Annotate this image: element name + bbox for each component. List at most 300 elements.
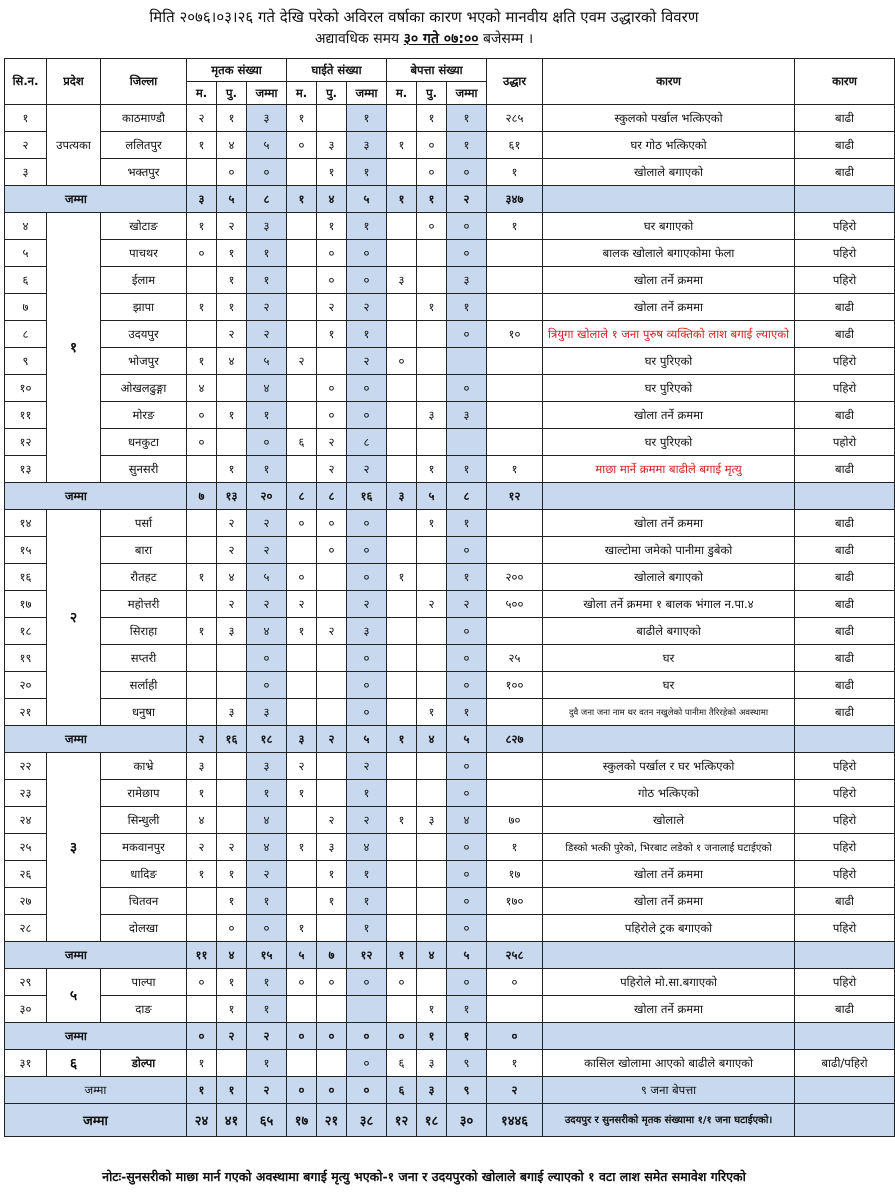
injured-m: १ xyxy=(317,213,347,240)
missing-m xyxy=(417,753,447,780)
disaster-type: बाढी xyxy=(795,699,895,726)
cause-text: खोला तर्ने क्रममा xyxy=(543,996,795,1023)
dead-m xyxy=(217,672,247,699)
dead-f: १ xyxy=(187,861,217,888)
district-name: सर्लाही xyxy=(101,672,187,699)
dead-m xyxy=(217,807,247,834)
injured-t: ० xyxy=(347,537,387,564)
disaster-type: बाढी xyxy=(795,672,895,699)
injured-t: १ xyxy=(347,159,387,186)
row-sn: २१ xyxy=(5,699,47,726)
cause-text: खोलाले xyxy=(543,807,795,834)
table-row xyxy=(5,267,895,294)
disaster-type: पहिरो xyxy=(795,348,895,375)
dead-t: १ xyxy=(247,1050,287,1077)
injured-f xyxy=(287,861,317,888)
total-dead-m: ४१ xyxy=(217,1104,247,1137)
missing-t: १ xyxy=(447,294,487,321)
dead-f: १ xyxy=(187,348,217,375)
subtotal-label: जम्मा xyxy=(5,186,187,213)
disaster-type: बाढी xyxy=(795,618,895,645)
header-missing-f: म. xyxy=(387,82,417,105)
header-missing-m: पु. xyxy=(417,82,447,105)
dead-f: २ xyxy=(187,105,217,132)
injured-f xyxy=(287,240,317,267)
missing-m: १ xyxy=(417,510,447,537)
injured-t: १ xyxy=(347,861,387,888)
dead-t: २ xyxy=(247,861,287,888)
district-name: खोटाङ xyxy=(101,213,187,240)
disaster-type: बाढी xyxy=(795,564,895,591)
sum-missing-m: ५ xyxy=(417,483,447,510)
injured-t: ० xyxy=(347,564,387,591)
cause-text: घर पुरिएको xyxy=(543,429,795,456)
subtotal-label: जम्मा xyxy=(5,942,187,969)
dead-t: २ xyxy=(247,321,287,348)
sum-dead-m: १६ xyxy=(217,726,247,753)
dead-m xyxy=(217,753,247,780)
update-time: ३० गते ०७:०० xyxy=(403,31,479,47)
sum-missing-t: ८ xyxy=(447,483,487,510)
injured-t: २ xyxy=(347,807,387,834)
sum-injured-m: ७ xyxy=(317,942,347,969)
dead-t: ४ xyxy=(247,375,287,402)
table-row xyxy=(5,645,895,672)
subtotal-label: जम्मा xyxy=(5,1023,187,1050)
grand-total-label: जम्मा xyxy=(5,1104,187,1137)
injured-t: ३ xyxy=(347,132,387,159)
dead-t: ३ xyxy=(247,213,287,240)
dead-m: २ xyxy=(217,834,247,861)
header-injured-f: म. xyxy=(287,82,317,105)
missing-t: १ xyxy=(447,699,487,726)
total-injured-t: ३८ xyxy=(347,1104,387,1137)
injured-t: ० xyxy=(347,645,387,672)
sum-dead-m: ४ xyxy=(217,942,247,969)
injured-t: १ xyxy=(347,213,387,240)
injured-m xyxy=(317,915,347,942)
table-row xyxy=(5,429,895,456)
missing-t: ० xyxy=(447,159,487,186)
missing-f xyxy=(387,861,417,888)
disaster-type: बाढी xyxy=(795,888,895,915)
injured-m: ३ xyxy=(317,132,347,159)
cause-text: खोला तर्ने क्रममा xyxy=(543,888,795,915)
injured-t: १ xyxy=(347,915,387,942)
injured-m: ० xyxy=(317,969,347,996)
disaster-type: पहिरो xyxy=(795,267,895,294)
missing-f xyxy=(387,834,417,861)
cause-text: माछा मार्ने क्रममा बाढीले बगाई मृत्यु xyxy=(543,456,795,483)
cause-text: कासिल खोलामा आएको बाढीले बगाएको xyxy=(543,1050,795,1077)
district-name: ओखलढुङ्गा xyxy=(101,375,187,402)
header-province: प्रदेश xyxy=(47,59,101,105)
missing-m: ० xyxy=(417,159,447,186)
dead-m: ३ xyxy=(217,699,247,726)
sum-type xyxy=(795,726,895,753)
missing-t: ० xyxy=(447,321,487,348)
sum-dead-t: २ xyxy=(247,1077,287,1104)
sum-dead-f: ३ xyxy=(187,186,217,213)
header-cause: कारण xyxy=(543,59,795,105)
missing-f xyxy=(387,429,417,456)
cause-text: खोला तर्ने क्रममा xyxy=(543,267,795,294)
district-name: ईलाम xyxy=(101,267,187,294)
sum-rescue: ८२७ xyxy=(487,726,543,753)
missing-f xyxy=(387,996,417,1023)
injured-m: २ xyxy=(317,807,347,834)
disaster-type: पहिरो xyxy=(795,969,895,996)
table-row xyxy=(5,294,895,321)
injured-m: २ xyxy=(317,456,347,483)
missing-m xyxy=(417,915,447,942)
sum-dead-f: १ xyxy=(187,1077,217,1104)
injured-f xyxy=(287,321,317,348)
injured-m: २ xyxy=(317,429,347,456)
table-row xyxy=(5,456,895,483)
sum-rescue: २ xyxy=(487,1077,543,1104)
title-line-2 xyxy=(0,28,848,50)
dead-m: १ xyxy=(217,267,247,294)
dead-f xyxy=(187,645,217,672)
subtotal-row xyxy=(5,726,895,753)
dead-f: ४ xyxy=(187,375,217,402)
sum-cause xyxy=(543,942,795,969)
missing-t: ३ xyxy=(447,402,487,429)
injured-f xyxy=(287,699,317,726)
missing-m xyxy=(417,321,447,348)
district-name: ललितपुर xyxy=(101,132,187,159)
total-dead-t: ६५ xyxy=(247,1104,287,1137)
sum-rescue: १२ xyxy=(487,483,543,510)
sum-type xyxy=(795,1077,895,1104)
cause-text: पहिरोले ट्रक बगाएको xyxy=(543,915,795,942)
injured-t: ० xyxy=(347,510,387,537)
missing-m xyxy=(417,888,447,915)
injured-t: २ xyxy=(347,348,387,375)
rescue-count xyxy=(487,996,543,1023)
subtotal-label: जम्मा xyxy=(5,483,187,510)
district-name: काठमाण्डौ xyxy=(101,105,187,132)
sum-dead-m: ५ xyxy=(217,186,247,213)
district-name: दोलखा xyxy=(101,915,187,942)
missing-t: ० xyxy=(447,672,487,699)
row-sn: २० xyxy=(5,672,47,699)
missing-m: ३ xyxy=(417,807,447,834)
missing-m: २ xyxy=(417,591,447,618)
missing-f xyxy=(387,375,417,402)
injured-m xyxy=(317,591,347,618)
sum-dead-m: १ xyxy=(217,1077,247,1104)
disaster-type: बाढी xyxy=(795,159,895,186)
dead-m: २ xyxy=(217,537,247,564)
district-name: चितवन xyxy=(101,888,187,915)
injured-m xyxy=(317,699,347,726)
rescue-count xyxy=(487,294,543,321)
dead-f: १ xyxy=(187,132,217,159)
table-row xyxy=(5,564,895,591)
missing-m xyxy=(417,348,447,375)
dead-t: ० xyxy=(247,429,287,456)
sum-injured-t: १६ xyxy=(347,483,387,510)
dead-t: ३ xyxy=(247,699,287,726)
dead-m: १ xyxy=(217,861,247,888)
district-name: काभ्रे xyxy=(101,753,187,780)
missing-t: ० xyxy=(447,888,487,915)
district-name: महोत्तरी xyxy=(101,591,187,618)
missing-f: ३ xyxy=(387,267,417,294)
table-row xyxy=(5,105,895,132)
missing-t: ० xyxy=(447,780,487,807)
row-sn: १७ xyxy=(5,591,47,618)
injured-m: ० xyxy=(317,402,347,429)
missing-t: २ xyxy=(447,591,487,618)
injured-t: ० xyxy=(347,969,387,996)
sum-injured-f: ५ xyxy=(287,942,317,969)
injured-f: २ xyxy=(287,753,317,780)
injured-t: ० xyxy=(347,672,387,699)
title-line-1: मिति २०७६।०३।२६ गते देखि परेको अविरल वर्षाका कारण भएको मानवीय क्षति एवम उद्धारको विवरण xyxy=(149,8,699,26)
missing-m xyxy=(417,645,447,672)
dead-f xyxy=(187,996,217,1023)
row-sn: ५ xyxy=(5,240,47,267)
missing-t: ० xyxy=(447,915,487,942)
province-cell: ६ xyxy=(47,1050,101,1077)
dead-m: १ xyxy=(217,294,247,321)
sum-missing-t: २ xyxy=(447,186,487,213)
disaster-type: बाढी xyxy=(795,456,895,483)
table-row xyxy=(5,132,895,159)
sum-cause: ९ जना बेपत्ता xyxy=(543,1077,795,1104)
total-injured-m: २१ xyxy=(317,1104,347,1137)
header-dead-total: जम्मा xyxy=(247,82,287,105)
sum-injured-t: ० xyxy=(347,1077,387,1104)
dead-f: ० xyxy=(187,429,217,456)
missing-m: १ xyxy=(417,996,447,1023)
injured-m xyxy=(317,564,347,591)
sum-type xyxy=(795,1023,895,1050)
missing-m xyxy=(417,537,447,564)
dead-m xyxy=(217,429,247,456)
disaster-type: बाढी xyxy=(795,996,895,1023)
sum-dead-t: १८ xyxy=(247,726,287,753)
sum-dead-m: २ xyxy=(217,1023,247,1050)
table-row xyxy=(5,861,895,888)
injured-f xyxy=(287,456,317,483)
dead-t: २ xyxy=(247,537,287,564)
dead-f: १ xyxy=(187,294,217,321)
table-row xyxy=(5,996,895,1023)
sum-cause xyxy=(543,1023,795,1050)
dead-m: १ xyxy=(217,969,247,996)
sum-cause xyxy=(543,483,795,510)
cause-text: घर बगाएको xyxy=(543,213,795,240)
row-sn: १९ xyxy=(5,645,47,672)
sum-rescue: ३४७ xyxy=(487,186,543,213)
dead-f xyxy=(187,159,217,186)
row-sn: १६ xyxy=(5,564,47,591)
province-cell: उपत्यका xyxy=(47,105,101,186)
row-sn: ६ xyxy=(5,267,47,294)
injured-m xyxy=(317,672,347,699)
missing-m: ० xyxy=(417,132,447,159)
rescue-count xyxy=(487,753,543,780)
missing-t: १ xyxy=(447,564,487,591)
sum-missing-t: ५ xyxy=(447,942,487,969)
district-name: धनुषा xyxy=(101,699,187,726)
cause-text: खोला तर्ने क्रममा xyxy=(543,861,795,888)
cause-text: बाढीले बगाएको xyxy=(543,618,795,645)
dead-f xyxy=(187,699,217,726)
rescue-count xyxy=(487,402,543,429)
header-injured-m: पु. xyxy=(317,82,347,105)
missing-t: ० xyxy=(447,834,487,861)
injured-f: १ xyxy=(287,618,317,645)
table-row xyxy=(5,753,895,780)
missing-f xyxy=(387,537,417,564)
dead-t: २ xyxy=(247,591,287,618)
dead-t: ४ xyxy=(247,618,287,645)
disaster-type: पहिरो xyxy=(795,753,895,780)
dead-f: २ xyxy=(187,834,217,861)
missing-f xyxy=(387,591,417,618)
injured-m xyxy=(317,1050,347,1077)
sum-dead-f: २ xyxy=(187,726,217,753)
dead-t: १ xyxy=(247,402,287,429)
missing-t: ० xyxy=(447,240,487,267)
missing-t: ० xyxy=(447,618,487,645)
total-cause: उदयपुर र सुनसरीको मृतक संख्यामा १/१ जना घटाईएको। xyxy=(543,1104,795,1137)
injured-t: २ xyxy=(347,456,387,483)
dead-t: ५ xyxy=(247,132,287,159)
injured-m xyxy=(317,996,347,1023)
row-sn: १ xyxy=(5,105,47,132)
sum-dead-t: १५ xyxy=(247,942,287,969)
rescue-count: १७ xyxy=(487,861,543,888)
rescue-count xyxy=(487,348,543,375)
total-dead-f: २४ xyxy=(187,1104,217,1137)
missing-f xyxy=(387,618,417,645)
dead-f: ० xyxy=(187,402,217,429)
header-dead-m: पु. xyxy=(217,82,247,105)
row-sn: २९ xyxy=(5,969,47,996)
missing-m xyxy=(417,618,447,645)
district-name: धादिङ xyxy=(101,861,187,888)
missing-f xyxy=(387,294,417,321)
rescue-count: ७० xyxy=(487,807,543,834)
district-name: झापा xyxy=(101,294,187,321)
missing-m xyxy=(417,564,447,591)
rescue-count: ६१ xyxy=(487,132,543,159)
table-body xyxy=(5,105,895,1137)
dead-f: १ xyxy=(187,213,217,240)
table-row xyxy=(5,375,895,402)
injured-f xyxy=(287,537,317,564)
sum-dead-t: ८ xyxy=(247,186,287,213)
subtotal-label: जम्मा xyxy=(5,1077,187,1104)
missing-m: ० xyxy=(417,213,447,240)
sum-injured-f: १ xyxy=(287,186,317,213)
missing-f xyxy=(387,321,417,348)
rescue-count xyxy=(487,618,543,645)
subtotal-row xyxy=(5,942,895,969)
district-name: मोरङ xyxy=(101,402,187,429)
dead-m: ३ xyxy=(217,618,247,645)
disaster-type: पहिरो xyxy=(795,807,895,834)
table-row xyxy=(5,888,895,915)
dead-m: १ xyxy=(217,888,247,915)
row-sn: २३ xyxy=(5,780,47,807)
missing-f xyxy=(387,105,417,132)
disaster-type: पहिरो xyxy=(795,861,895,888)
missing-m: १ xyxy=(417,699,447,726)
injured-t: १ xyxy=(347,888,387,915)
cause-text: खोला तर्ने क्रममा १ बालक भंगाल न.पा.४ xyxy=(543,591,795,618)
total-missing-f: १२ xyxy=(387,1104,417,1137)
disaster-type: बाढी xyxy=(795,645,895,672)
cause-text: स्कुलको पर्खाल भत्किएको xyxy=(543,105,795,132)
injured-f xyxy=(287,888,317,915)
missing-m xyxy=(417,969,447,996)
dead-m: १ xyxy=(217,240,247,267)
injured-m: ० xyxy=(317,510,347,537)
missing-t: १ xyxy=(447,996,487,1023)
cause-text: डिस्को भत्की पुरेको, भिरबाट लडेको १ जनालाई घटाईएको xyxy=(543,834,795,861)
injured-f: २ xyxy=(287,591,317,618)
injured-m: १ xyxy=(317,888,347,915)
row-sn: ३० xyxy=(5,996,47,1023)
header-district: जिल्ला xyxy=(101,59,187,105)
row-sn: ७ xyxy=(5,294,47,321)
missing-f xyxy=(387,888,417,915)
disaster-type: पहिरो xyxy=(795,213,895,240)
dead-f xyxy=(187,888,217,915)
injured-f xyxy=(287,267,317,294)
sum-type xyxy=(795,483,895,510)
missing-m xyxy=(417,267,447,294)
dead-t: ० xyxy=(247,159,287,186)
row-sn: १३ xyxy=(5,456,47,483)
missing-f xyxy=(387,672,417,699)
dead-t: १ xyxy=(247,240,287,267)
sum-injured-m: ८ xyxy=(317,483,347,510)
dead-m xyxy=(217,375,247,402)
dead-f xyxy=(187,456,217,483)
missing-f xyxy=(387,780,417,807)
district-name: सिराहा xyxy=(101,618,187,645)
dead-f: ० xyxy=(187,969,217,996)
dead-f: १ xyxy=(187,564,217,591)
injured-m: ० xyxy=(317,267,347,294)
total-type xyxy=(795,1104,895,1137)
header-row-1 xyxy=(5,59,895,82)
injured-f: ० xyxy=(287,564,317,591)
dead-f: ३ xyxy=(187,753,217,780)
missing-t: ३ xyxy=(447,267,487,294)
missing-t: ० xyxy=(447,861,487,888)
row-sn: २८ xyxy=(5,915,47,942)
rescue-count: १०० xyxy=(487,672,543,699)
dead-m: २ xyxy=(217,321,247,348)
dead-m: २ xyxy=(217,591,247,618)
missing-t: ० xyxy=(447,213,487,240)
dead-t: ४ xyxy=(247,834,287,861)
missing-f xyxy=(387,402,417,429)
injured-t: ० xyxy=(347,402,387,429)
sum-injured-f: ० xyxy=(287,1023,317,1050)
missing-t: ० xyxy=(447,969,487,996)
cause-text: खोलाले बगाएको xyxy=(543,564,795,591)
